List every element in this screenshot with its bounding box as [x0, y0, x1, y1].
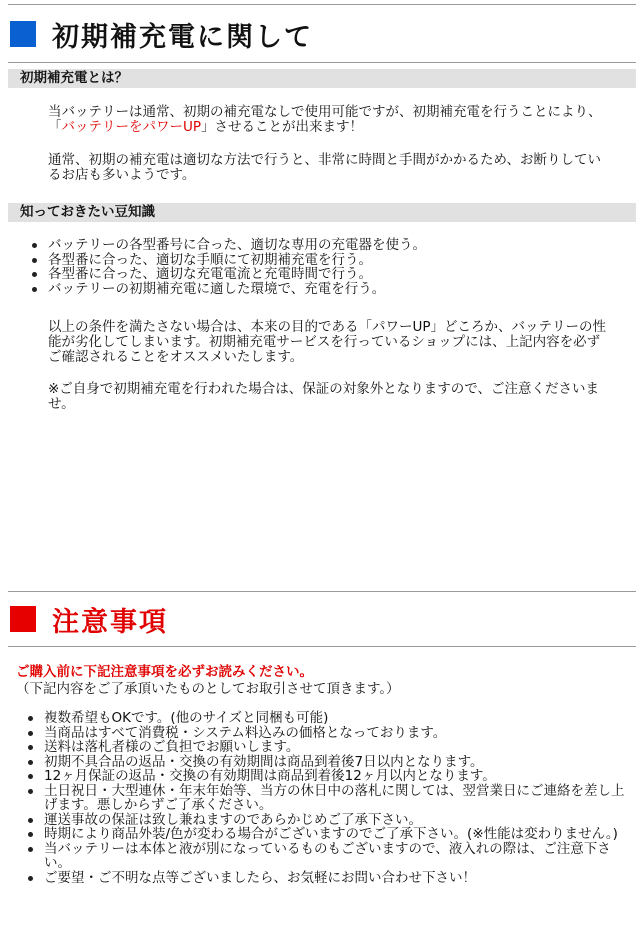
- paragraph-intro: 当バッテリーは通常、初期の補充電なしで使用可能ですが、初期補充電を行うことにより、「バッテリーをパワーUP」させることが出来ます！: [48, 104, 602, 135]
- section-title-notes: [10, 599, 168, 639]
- top-divider: [8, 4, 636, 5]
- section-title-text: 初期補充電に関して: [52, 21, 313, 53]
- list-item: 当商品はすべて消費税・システム料込みの価格となっております。: [26, 726, 634, 741]
- list-item: バッテリーの初期補充電に適した環境で、充電を行う。: [30, 282, 610, 297]
- list-item: 各型番に合った、適切な手順にて初期補充電を行う。: [30, 253, 610, 268]
- list-item: 12ヶ月保証の返品・交換の有効期間は商品到着後12ヶ月以内となります。: [26, 769, 634, 784]
- list-item: 送料は落札者様のご負担でお願いします。: [26, 740, 634, 755]
- section-title-charging: [10, 14, 313, 54]
- section-title-text: 注意事項: [52, 606, 168, 638]
- divider: [8, 646, 636, 647]
- list-item: 運送事故の保証は致し兼ねますのであらかじめご了承下さい。: [26, 813, 634, 828]
- paragraph-conditions: 以上の条件を満たさない場合は、本来の目的である「パワーUP」どころか、バッテリーの性能が劣化してしまいます。初期補充電サービスを行っているショップには、上記内容を必ずご確認されることをオススメいたします。: [48, 319, 607, 365]
- notes-list: [26, 711, 634, 885]
- list-item: 土日祝日・大型連休・年末年始等、当方の休日中の落札に関しては、翌営業日にご連絡を差し上げます。悪しからずご了承ください。: [26, 784, 634, 813]
- list-item: バッテリーの各型番号に合った、適切な専用の充電器を使う。: [30, 238, 610, 253]
- list-item: 時期により商品外装/色が変わる場合がございますのでご了承下さい。(※性能は変わりません。): [26, 827, 634, 842]
- paragraph-difficulty: 通常、初期の補充電は適切な方法で行うと、非常に時間と手間がかかるため、お断りしているお店も多いようです。: [48, 152, 601, 183]
- note-text: （下記内容をご了承頂いたものとしてお取引させて頂きます。）: [16, 681, 400, 697]
- list-item: 複数希望もOKです。(他のサイズと同梱も可能): [26, 711, 634, 726]
- subheading-tips: 知っておきたい豆知識: [8, 203, 636, 222]
- paragraph-warranty-note: ※ご自身で初期補充電を行われた場合は、保証の対象外となりますので、ご注意くださいませ。: [48, 381, 600, 412]
- blue-square-icon: [10, 21, 36, 47]
- list-item: 当バッテリーは本体と液が別になっているものもございますので、液入れの際は、ご注意下さい。: [26, 842, 634, 871]
- list-item: 各型番に合った、適切な充電電流と充電時間で行う。: [30, 267, 610, 282]
- warning-text: ご購入前に下記注意事項を必ずお読みください。: [16, 664, 313, 680]
- list-item: ご要望・ご不明な点等ございましたら、お気軽にお問い合わせ下さい！: [26, 871, 634, 886]
- divider: [8, 591, 636, 592]
- highlight-power-up: バッテリーをパワーUP: [61, 119, 202, 135]
- subheading-what-is: 初期補充電とは？: [8, 69, 636, 88]
- list-item: 初期不具合品の返品・交換の有効期間は商品到着後7日以内となります。: [26, 755, 634, 770]
- divider: [8, 62, 636, 63]
- tips-list: [30, 238, 610, 296]
- red-square-icon: [10, 606, 36, 632]
